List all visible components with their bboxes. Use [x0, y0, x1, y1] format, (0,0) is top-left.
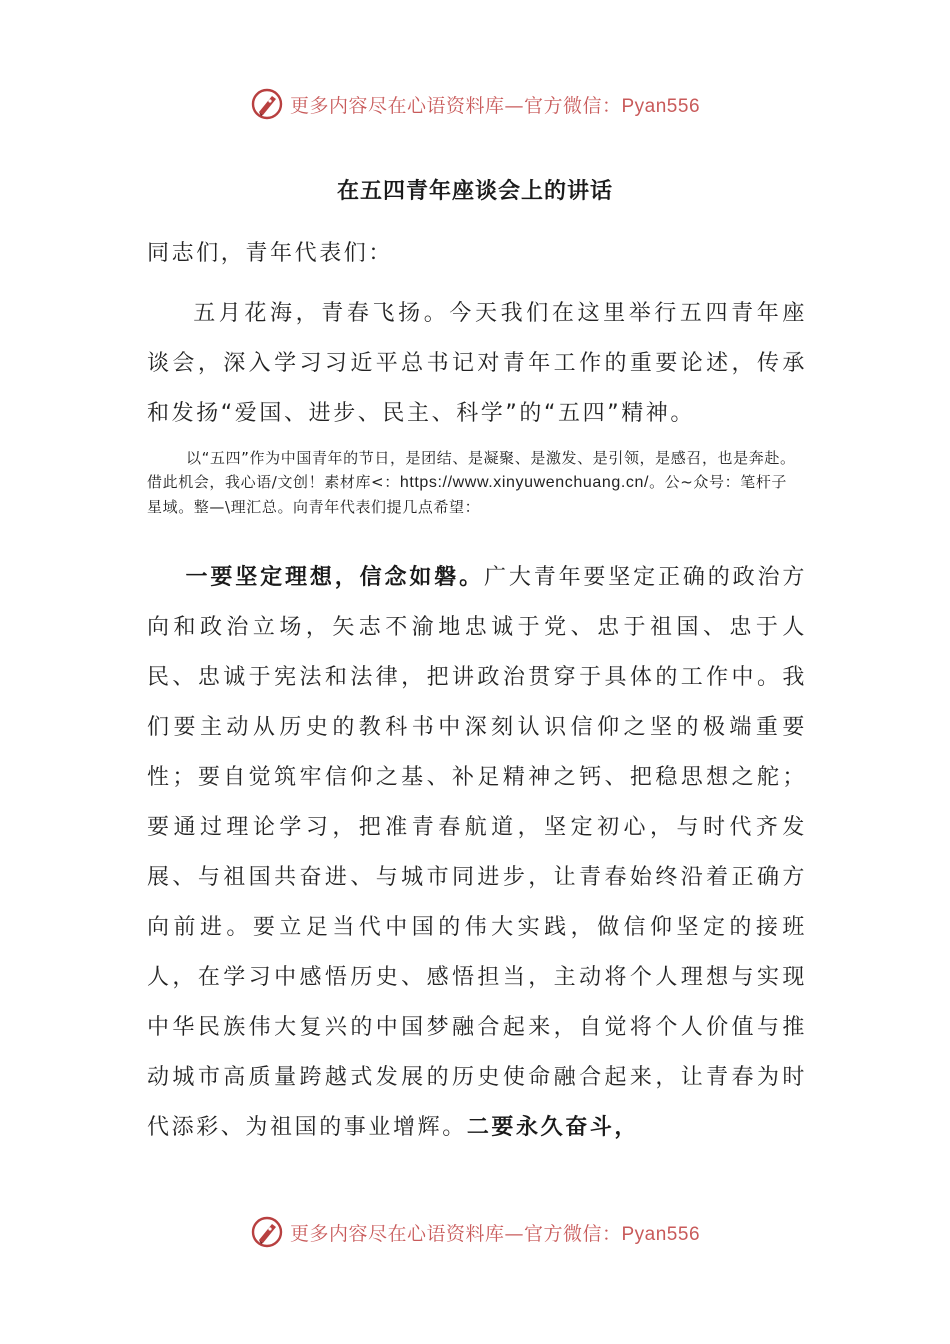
- salutation: 同志们，青年代表们：: [147, 241, 394, 266]
- footer-banner-text: 更多内容尽在心语资料库—官方微信：Pyan556: [289, 1222, 701, 1245]
- header-banner-text: 更多内容尽在心语资料库—官方微信：Pyan556: [289, 94, 701, 117]
- source-url: https://www.xinyuwenchuang.cn/: [399, 474, 650, 491]
- paragraph-point-one: [147, 553, 807, 1153]
- pen-nib-icon: [250, 1215, 284, 1249]
- footer-banner: [0, 1212, 950, 1252]
- pen-nib-icon: [250, 87, 284, 121]
- point-one-body: 广大青年要坚定正确的政治方向和政治立场，矢志不渝地忠诚于党、忠于祖国、忠于人民、忠诚于宪法和法律，把讲政治贯穿于具体的工作中。我们要主动从历史的教科书中深刻认识信仰之坚的极端重要性；要自觉筑牢信仰之基、补足精神之钙、把稳思想之舵；要通过理论学习，把准青春航道，坚定初心，与时代齐发展、与祖国共奋进、与城市同进步，让青春始终沿着正确方向前进。要立足当代中国的伟大实践，做信仰坚定的接班人，在学习中感悟历史、感悟担当，主动将个人理想与实现中华民族伟大复兴的中国梦融合起来，自觉将个人价值与推动城市高质量跨越式发展的历史使命融合起来，让青春为时代添彩、为祖国的事业增辉。: [147, 565, 807, 1140]
- paragraph-notice: 以“五四”作为中国青年的节日，是团结、是凝聚、是激发、是引领，是感召，也是奔赴。借此机会，我心语/文创！素材库<：https://www.xinyuwenchuang.cn/。公~众号：笔杆子星域。整—\理汇总。向青年代表们提几点希望：: [147, 449, 796, 516]
- paragraph-intro: 五月花海，青春飞扬。今天我们在这里举行五四青年座谈会，深入学习习近平总书记对青年工作的重要论述，传承和发扬“爱国、进步、民主、科学”的“五四”精神。: [147, 301, 807, 426]
- document-title: 在五四青年座谈会上的讲话: [336, 179, 613, 204]
- point-two-heading: 二要永久奋斗，: [466, 1115, 640, 1140]
- header-wechat-id: Pyan556: [621, 95, 701, 117]
- footer-wechat-id: Pyan556: [621, 1223, 701, 1245]
- point-one-heading: 一要坚定理想，信念如磐。: [185, 565, 484, 590]
- header-banner: [0, 84, 950, 124]
